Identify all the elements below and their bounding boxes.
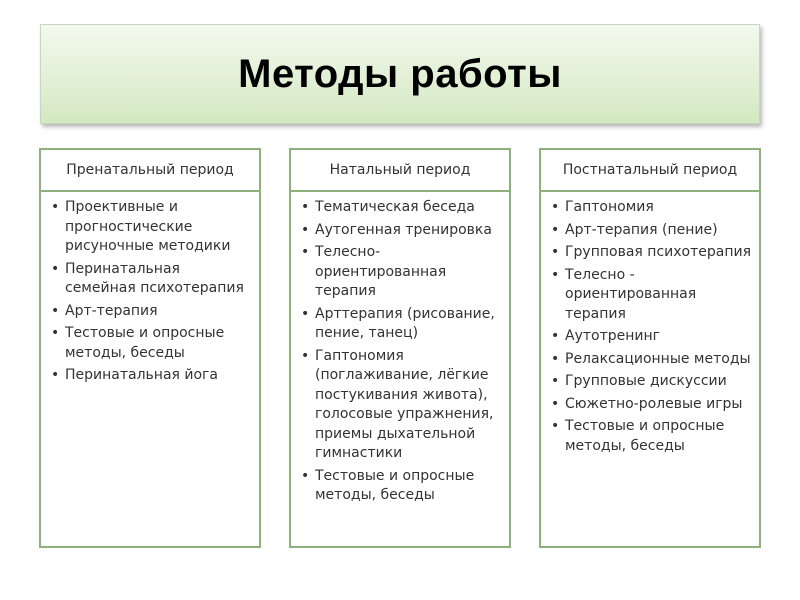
list-item: • Тематическая беседа: [299, 198, 501, 218]
method-list: [49, 198, 251, 386]
column-body-prenatal: [41, 192, 259, 386]
list-item: • Аутогенная тренировка: [299, 221, 501, 241]
list-item: • Гаптономия: [549, 198, 751, 218]
list-item: • Перинатальная семейная психотерапия: [49, 260, 251, 299]
list-item: • Гаптономия (поглаживание, лёгкие постукивания живота), голосовые упражнения, приемы дыхательной гимнастики: [299, 347, 501, 464]
column-prenatal: [39, 148, 261, 548]
method-list: [549, 198, 751, 456]
column-body-postnatal: [541, 192, 759, 456]
list-item: • Арт-терапия (пение): [549, 221, 751, 241]
list-item: • Телесно-ориентированная терапия: [299, 243, 501, 302]
column-postnatal: [539, 148, 761, 548]
title-banner: [40, 24, 760, 124]
column-header-postnatal: Постнатальный период: [541, 150, 759, 192]
list-item: • Релаксационные методы: [549, 350, 751, 370]
list-item: • Тестовые и опросные методы, беседы: [49, 324, 251, 363]
list-item: • Тестовые и опросные методы, беседы: [299, 467, 501, 506]
list-item: • Групповые дискуссии: [549, 372, 751, 392]
list-item: • Телесно - ориентированная терапия: [549, 266, 751, 325]
list-item: • Арт-терапия: [49, 302, 251, 322]
column-header-natal: Натальный период: [291, 150, 509, 192]
column-natal: [289, 148, 511, 548]
column-body-natal: [291, 192, 509, 506]
column-header-prenatal: Пренатальный период: [41, 150, 259, 192]
list-item: • Арттерапия (рисование, пение, танец): [299, 305, 501, 344]
method-list: [299, 198, 501, 506]
page-title: Методы работы: [238, 51, 562, 96]
list-item: • Тестовые и опросные методы, беседы: [549, 417, 751, 456]
list-item: • Перинатальная йога: [49, 366, 251, 386]
list-item: • Сюжетно-ролевые игры: [549, 395, 751, 415]
list-item: • Проективные и прогностические рисуночные методики: [49, 198, 251, 257]
list-item: • Аутотренинг: [549, 327, 751, 347]
list-item: • Групповая психотерапия: [549, 243, 751, 263]
